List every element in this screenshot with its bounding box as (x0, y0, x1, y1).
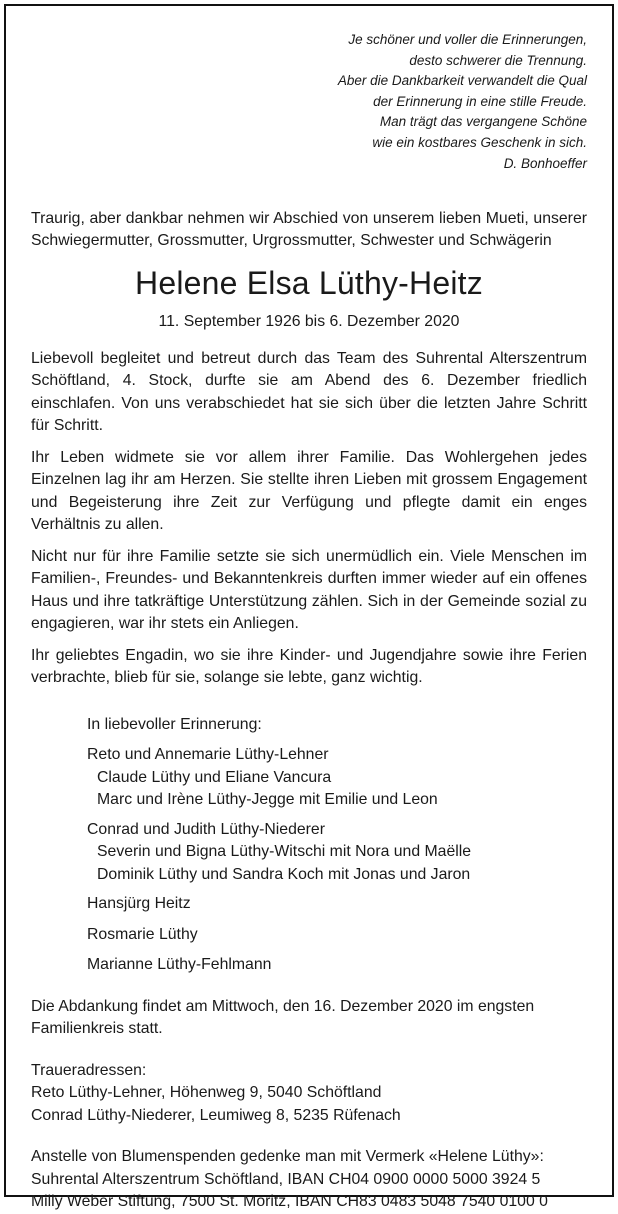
address-line: Conrad Lüthy-Niederer, Leumiweg 8, 5235 Rüfenach (31, 1106, 401, 1124)
quote-line: der Erinnerung in eine stille Freude. (373, 93, 587, 109)
quote-author: D. Bonhoeffer (503, 156, 587, 171)
mourning-addresses (31, 1060, 587, 1128)
address-line: Reto Lüthy-Lehner, Höhenweg 9, 5040 Schöftland (31, 1084, 382, 1101)
paragraph-family: Ihr Leben widmete sie vor allem ihrer Familie. Das Wohlergehen jedes Einzelnen lag ihr am Herzen. Sie stellte ihren Lieben mit grossem Engagement und Begeisterung ihre Zeit zur Verfügung und pflegte damit ein enges Verhältnis zu allen. (31, 448, 587, 533)
mourners-heading: In liebevoller Erinnerung: (87, 715, 262, 733)
bonhoeffer-quote (31, 30, 587, 175)
mourner-group-head: Conrad und Judith Lüthy-Niederer (87, 820, 325, 838)
deceased-name: Helene Elsa Lüthy-Heitz (135, 264, 483, 301)
donation-line: Anstelle von Blumenspenden gedenke man mit Vermerk «Helene Lüthy»: (31, 1148, 544, 1165)
life-dates: 11. September 1926 bis 6. Dezember 2020 (158, 312, 460, 330)
mourner-sub: Claude Lüthy und Eliane Vancura (97, 768, 332, 786)
mourner-sub: Severin und Bigna Lüthy-Witschi mit Nora und Maëlle (97, 843, 472, 860)
quote-line: Je schöner und voller die Erinnerungen, (348, 32, 587, 47)
mourner-sub: Dominik Lüthy und Sandra Koch mit Jonas und Jaron (97, 865, 471, 883)
mourner-group (87, 819, 587, 887)
quote-line: wie ein kostbares Geschenk in sich. (372, 134, 587, 150)
intro-text: Traurig, aber dankbar nehmen wir Abschied von unserem lieben Mueti, unserer Schwiegermutter, Grossmutter, Urgrossmutter, Schwester und Schwägerin (31, 209, 587, 249)
donation-line: Milly Weber Stiftung, 7500 St. Moritz, IBAN CH83 0483 5048 7540 0100 0 (31, 1193, 548, 1210)
funeral-service-info: Die Abdankung findet am Mittwoch, den 16. Dezember 2020 im engsten Familienkreis statt. (31, 997, 535, 1037)
mourner-single: Hansjürg Heitz (87, 895, 191, 912)
quote-line: Aber die Dankbarkeit verwandelt die Qual (337, 73, 587, 88)
mourner-single: Marianne Lüthy-Fehlmann (87, 956, 272, 973)
paragraph-community: Nicht nur für ihre Familie setzte sie sich unermüdlich ein. Viele Menschen im Familien-, Freundes- und Bekanntenkreis durften immer wieder auf ein offenes Haus und ihre tatkräftige Unterstützung zählen. Sich in der Gemeinde sozial zu engagieren, war ihr stets ein Anliegen. (31, 547, 587, 632)
paragraph-engadin: Ihr geliebtes Engadin, wo sie ihre Kinder- und Jugendjahre sowie ihre Ferien verbrachte, blieb für sie, solange sie lebte, ganz wichtig. (31, 646, 587, 686)
mourner-sub: Marc und Irène Lüthy-Jegge mit Emilie und Leon (97, 791, 438, 808)
mourner-group-head: Reto und Annemarie Lüthy-Lehner (87, 746, 329, 763)
donation-info (31, 1146, 587, 1214)
mourner-single: Rosmarie Lüthy (87, 925, 198, 943)
addresses-heading: Traueradressen: (31, 1061, 147, 1079)
mourners-list (87, 714, 587, 977)
mourner-group (87, 744, 587, 812)
donation-line: Suhrental Alterszentrum Schöftland, IBAN CH04 0900 0000 5000 3924 5 (31, 1170, 541, 1188)
obituary-notice (31, 30, 587, 1214)
quote-line: Man trägt das vergangene Schöne (379, 114, 587, 129)
quote-line: desto schwerer die Trennung. (409, 52, 587, 68)
paragraph-care: Liebevoll begleitet und betreut durch das Team des Suhrental Alterszentrum Schöftland, 4. Stock, durfte sie am Abend des 6. Dezember friedlich einschlafen. Von uns verabschiedet hat sie sich über die letzten Jahre Schritt für Schritt. (31, 349, 587, 434)
